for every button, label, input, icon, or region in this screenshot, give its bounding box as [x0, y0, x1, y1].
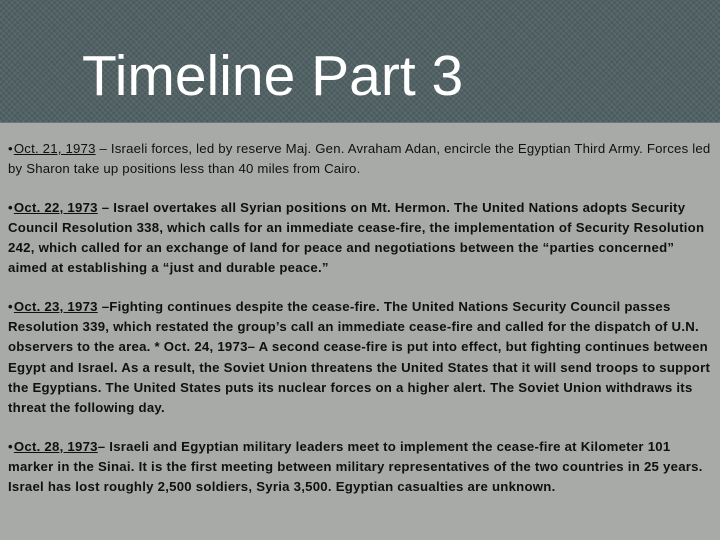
bullet-icon: • [8, 141, 13, 156]
entry-date: Oct. 22, 1973 [13, 199, 98, 215]
timeline-entry-oct-22 [8, 198, 714, 279]
bullet-icon: • [8, 298, 13, 314]
slide-title: Timeline Part 3 [82, 44, 464, 108]
entry-date: Oct. 21, 1973 [13, 141, 96, 156]
entry-date: Oct. 28, 1973 [13, 438, 98, 454]
entry-text: – Israeli forces, led by reserve Maj. Gen. Avraham Adan, encircle the Egyptian Third Army. Forces led by Sharon take up positions less than 40 miles from Cairo. [8, 141, 711, 177]
entry-text: – Israel overtakes all Syrian positions on Mt. Hermon. The United Nations adopts Security Council Resolution 338, which calls for an immediate cease-fire, the implementation of Security Resolution 242, which called for an exchange of land for peace and negotiations between the “parties concerned” aimed at establishing a “just and durable peace.” [8, 199, 705, 276]
title-band [0, 0, 720, 123]
entry-text: – Israeli and Egyptian military leaders meet to implement the cease-fire at Kilometer 101 marker in the Sinai. It is the first meeting between military representatives of the two countries in 25 years. Israel has lost roughly 2,500 soldiers, Syria 3,500. Egyptian casualties are unknown. [8, 438, 703, 495]
bullet-icon: • [8, 438, 13, 454]
slide-body [8, 139, 714, 515]
bullet-icon: • [8, 199, 13, 215]
timeline-entry-oct-21 [8, 139, 714, 180]
timeline-entry-oct-28 [8, 437, 714, 498]
entry-text: –Fighting continues despite the cease-fire. The United Nations Security Council passes Resolution 339, which restated the group’s call an immediate cease-fire and called for the dispatch of U.N. observers to the area. * Oct. 24, 1973– A second cease-fire is put into effect, but fighting continues between Egypt and Israel. As a result, the Soviet Union threatens the United States that it will send troops to support the Egyptians. The United States puts its nuclear forces on a higher alert. The Soviet Union withdraws its threat the following day. [8, 298, 711, 416]
entry-date: Oct. 23, 1973 [13, 298, 98, 314]
timeline-entry-oct-23 [8, 297, 714, 419]
